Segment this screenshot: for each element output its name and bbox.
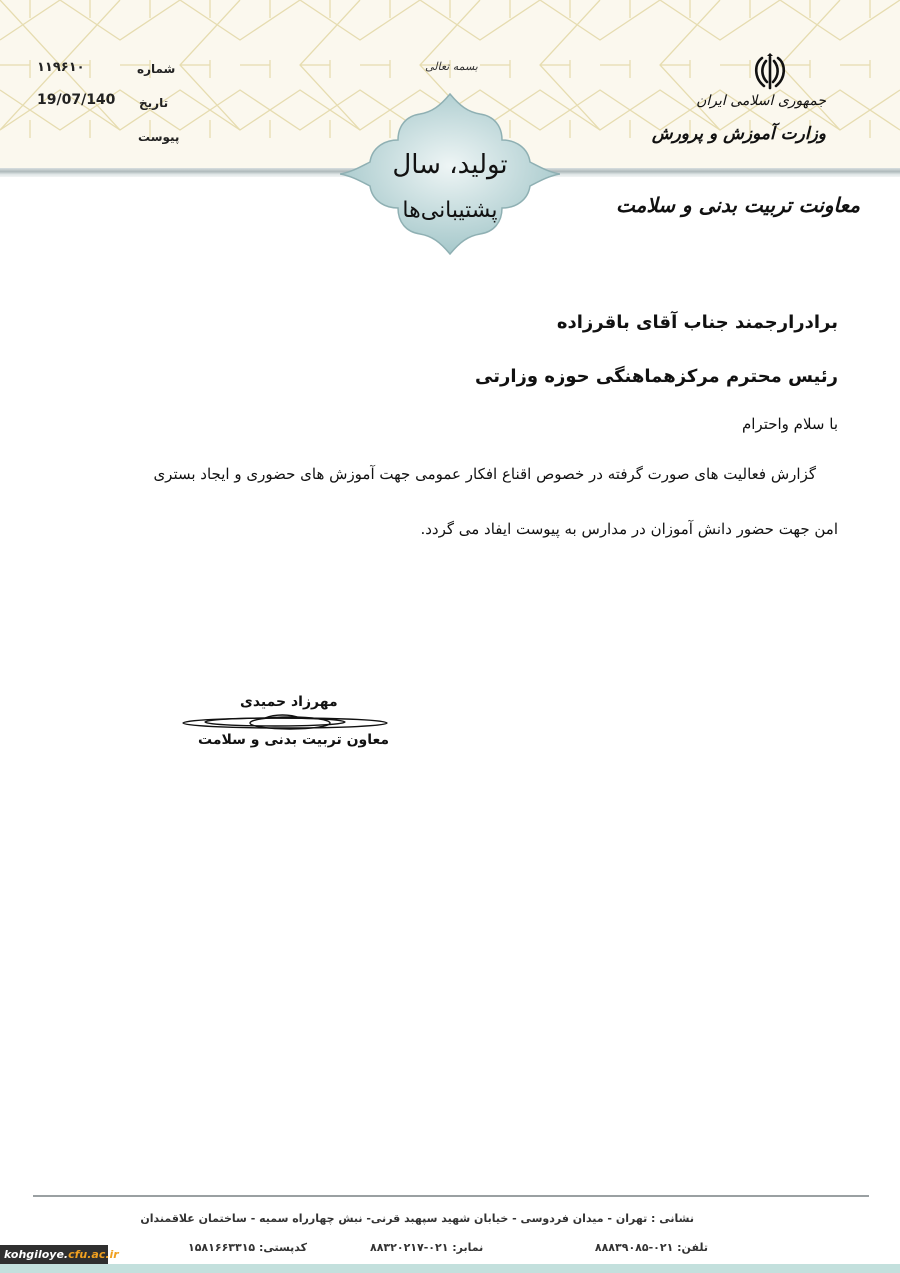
footer-band [0,1264,900,1273]
bismillah-heading: بسمه تعالی [425,60,478,73]
watermark-prefix: kohgiloye. [4,1248,69,1261]
site-watermark [0,1245,119,1264]
footer-divider [33,1195,869,1197]
department-name: معاونت تربیت بدنی و سلامت [615,193,860,217]
iran-emblem-icon [750,52,790,92]
signer-name: مهرزاد حمیدی [240,694,338,710]
recipient-title: رئیس محترم مرکزهماهنگی حوزه وزارتی [475,366,838,387]
watermark-suffix: cfu.ac.ir [68,1248,119,1261]
slogan-line-2: پشتیبانی‌ها [402,198,498,223]
signature-scribble [180,712,390,734]
footer-postal-code: کدپستی: ۱۵۸۱۶۶۳۳۱۵ [188,1241,308,1254]
attachment-label: پیوست [138,130,180,144]
greeting: با سلام واحترام [741,415,838,433]
number-label: شماره [137,62,176,76]
date-label: تاریخ [139,96,169,110]
paragraph-line-2: امن جهت حضور دانش آموزان در مدارس به پیوست ایفاد می گردد. [420,520,838,538]
republic-name: جمهوری اسلامی ایران [696,93,826,109]
signer-title: معاون تربیت بدنی و سلامت [198,732,390,748]
number-value: ۱۱۹۶۱۰ [37,60,85,75]
footer-phone: تلفن: ۰۲۱-۸۸۸۳۹۰۸۵ [594,1241,708,1254]
paragraph-line-1: گزارش فعالیت های صورت گرفته در خصوص اقناع افکار عمومی جهت آموزش های حضوری و ایجاد بستری [153,465,816,483]
footer-fax: نمابر: ۰۲۱-۸۸۳۲۰۲۱۷ [370,1241,484,1254]
footer-address: نشانی : تهران - میدان فردوسی - خیابان شهید سپهبد قرنی- نبش چهارراه سمیه - ساختمان علاقمندان [140,1212,694,1225]
ministry-name: وزارت آموزش و پرورش [651,124,826,144]
slogan-line-1: تولید، سال [392,150,508,180]
date-value: 19/07/140 [37,92,116,108]
recipient-name: برادرارجمند جناب آقای باقرزاده [556,312,838,333]
